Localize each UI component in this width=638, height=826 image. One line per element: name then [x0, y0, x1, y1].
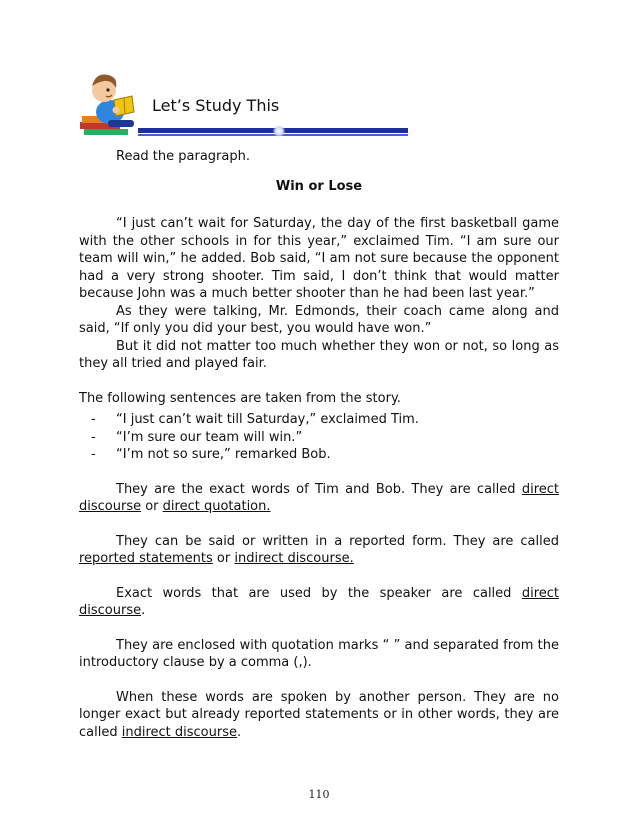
sentences-intro: The following sentences are taken from the story.: [79, 390, 401, 406]
page-number: 110: [308, 788, 330, 801]
text-span: or: [141, 499, 163, 514]
section-header: [78, 62, 332, 142]
list-item: - “I’m sure our team will win.”: [91, 429, 559, 447]
term-indirect-discourse-2: indirect discourse: [121, 724, 237, 740]
list-item: - “I just can’t wait till Saturday,” exclaimed Tim.: [91, 411, 559, 429]
text-span: .: [236, 724, 242, 740]
sentence-list: [79, 411, 559, 464]
text-span: or: [212, 551, 235, 566]
sparkle-icon: [272, 125, 286, 137]
text-span: They can be said or written in a reported form. They are called: [116, 533, 559, 549]
intro-instruction: Read the paragraph.: [116, 149, 250, 164]
text-span: When these words are spoken by another person. They are no longer exact but already reported statements or in other words, they are called: [79, 689, 559, 740]
paragraph-direct-discourse: [79, 481, 559, 516]
paragraph-exact-words: [79, 585, 559, 620]
paragraph-reported-form: [79, 533, 559, 568]
paragraph-indirect-discourse: [79, 689, 559, 742]
story-title: Win or Lose: [275, 178, 363, 194]
content-body: [79, 148, 559, 741]
story-paragraph-3: But it did not matter too much whether they won or not, so long as they all tried and played fair.: [79, 338, 559, 371]
term-reported-statements: reported statements: [79, 551, 213, 566]
term-direct-discourse: direct discourse: [79, 481, 559, 514]
paragraph-quotation-marks: They are enclosed with quotation marks “ ” and separated from the introductory clause by a comma (,).: [79, 637, 559, 670]
term-indirect-discourse: indirect discourse.: [234, 551, 354, 566]
text-span: They are the exact words of Tim and Bob. They are called: [116, 481, 522, 497]
term-direct-discourse-2: direct discourse: [79, 585, 559, 618]
section-title: Let’s Study This: [152, 96, 280, 115]
term-direct-quotation: direct quotation.: [162, 499, 271, 514]
text-span: Exact words that are used by the speaker are called: [116, 585, 522, 601]
story-paragraph-1: “I just can’t wait for Saturday, the day of the first basketball game with the other schools in for this year,” exclaimed Tim. “I am sure our team will win,” he added. Bob said, “I am not sure because the opponent had a very strong shooter. Tim said, I don’t think that would matter because John was a much better shooter than he had been last year.”: [79, 216, 559, 301]
story-paragraph-2: As they were talking, Mr. Edmonds, their coach came along and said, “If only you did your best, you would have won.”: [79, 303, 559, 336]
list-item: - “I’m not so sure,” remarked Bob.: [91, 446, 559, 464]
text-span: .: [141, 603, 146, 618]
